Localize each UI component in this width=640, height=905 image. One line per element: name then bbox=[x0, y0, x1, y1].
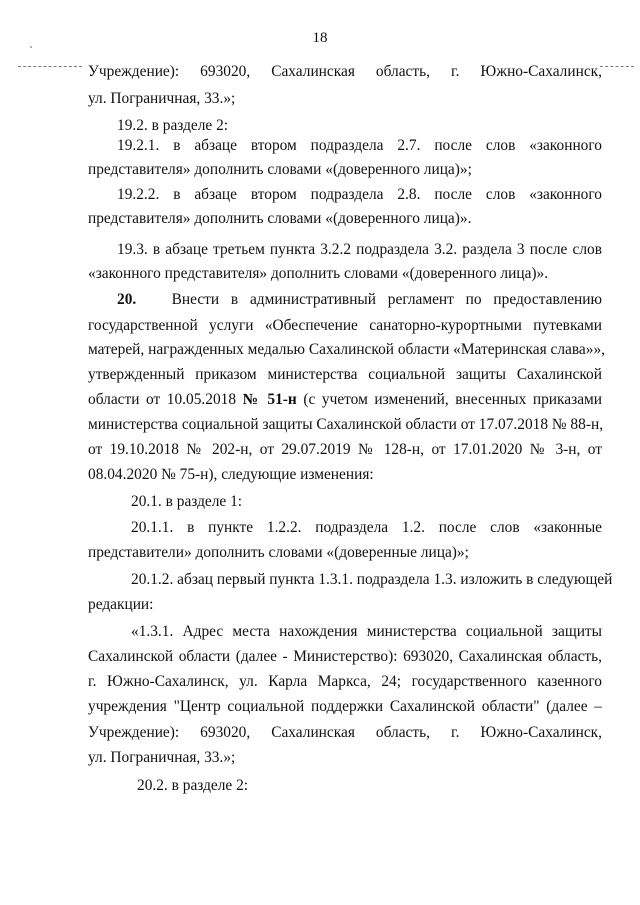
text-line: Учреждение): 693020, Сахалинская область, г. Южно-Сахалинск, bbox=[88, 63, 602, 80]
text-line: г. Южно-Сахалинск, ул. Карла Маркса, 24; государственного казенного bbox=[88, 673, 602, 690]
order-number: № 51-н bbox=[242, 391, 297, 408]
text-line: 19.2.2. в абзаце втором подраздела 2.8. после слов «законного bbox=[117, 186, 602, 203]
text-line: 20.1.1. в пункте 1.2.2. подраздела 1.2. после слов «законные bbox=[131, 519, 602, 536]
text-line: министерства социальной защиты Сахалинской области от 17.07.2018 № 88-н, bbox=[88, 416, 604, 433]
text-line: утвержденный приказом министерства социальной защиты Сахалинской bbox=[88, 366, 602, 383]
text-line: 08.04.2020 № 75-н), следующие изменения: bbox=[88, 466, 374, 483]
page-number: 18 bbox=[312, 30, 328, 46]
text-line: Учреждение): 693020, Сахалинская область, г. Южно-Сахалинск, bbox=[88, 724, 602, 741]
text-line: редакции: bbox=[88, 596, 154, 613]
text-line: учреждения "Центр социальной поддержки Сахалинской области" (далее – bbox=[88, 698, 602, 715]
item-20-first-line: 20. Внести в административный регламент по предоставлению bbox=[117, 291, 602, 308]
scan-dot bbox=[30, 46, 32, 48]
scan-artifact-left bbox=[18, 66, 82, 68]
scan-artifact-right bbox=[600, 66, 634, 68]
text-line: 19.2. в разделе 2: bbox=[117, 117, 229, 134]
text-line: «1.3.1. Адрес места нахождения министерства социальной защиты bbox=[131, 623, 602, 640]
text-line: 20.1. в разделе 1: bbox=[131, 493, 243, 510]
text-line-with-order-number: области от 10.05.2018 № 51-н (с учетом изменений, внесенных приказами bbox=[88, 391, 603, 408]
text-line: Сахалинской области (далее - Министерство): 693020, Сахалинская область, bbox=[88, 648, 602, 665]
text-line: от 19.10.2018 № 202-н, от 29.07.2019 № 128-н, от 17.01.2020 № 3-н, от bbox=[88, 441, 602, 458]
text-line: 19.3. в абзаце третьем пункта 3.2.2 подраздела 3.2. раздела 3 после слов bbox=[117, 241, 602, 258]
text-line: 20.1.2. абзац первый пункта 1.3.1. подраздела 1.3. изложить в следующей bbox=[131, 571, 613, 588]
text-line: ул. Пограничная, 33.»; bbox=[88, 90, 236, 107]
text-line: представителя» дополнить словами «(доверенного лица)». bbox=[88, 210, 472, 227]
text-line: представителя» дополнить словами «(доверенного лица)»; bbox=[88, 161, 472, 178]
item-20-number: 20. bbox=[117, 291, 137, 308]
text-line: 20.2. в разделе 2: bbox=[137, 777, 249, 794]
text-line: государственной услуги «Обеспечение санаторно-курортными путевками bbox=[88, 317, 602, 334]
text-line: представители» дополнить словами «(доверенные лица)»; bbox=[88, 544, 469, 561]
text-line: «законного представителя» дополнить словами «(доверенного лица)». bbox=[88, 265, 549, 282]
text-line: 19.2.1. в абзаце втором подраздела 2.7. после слов «законного bbox=[117, 137, 602, 154]
text-line: ул. Пограничная, 33.»; bbox=[88, 749, 236, 766]
text-line: матерей, награжденных медалью Сахалинской области «Материнская слава»», bbox=[88, 341, 606, 358]
